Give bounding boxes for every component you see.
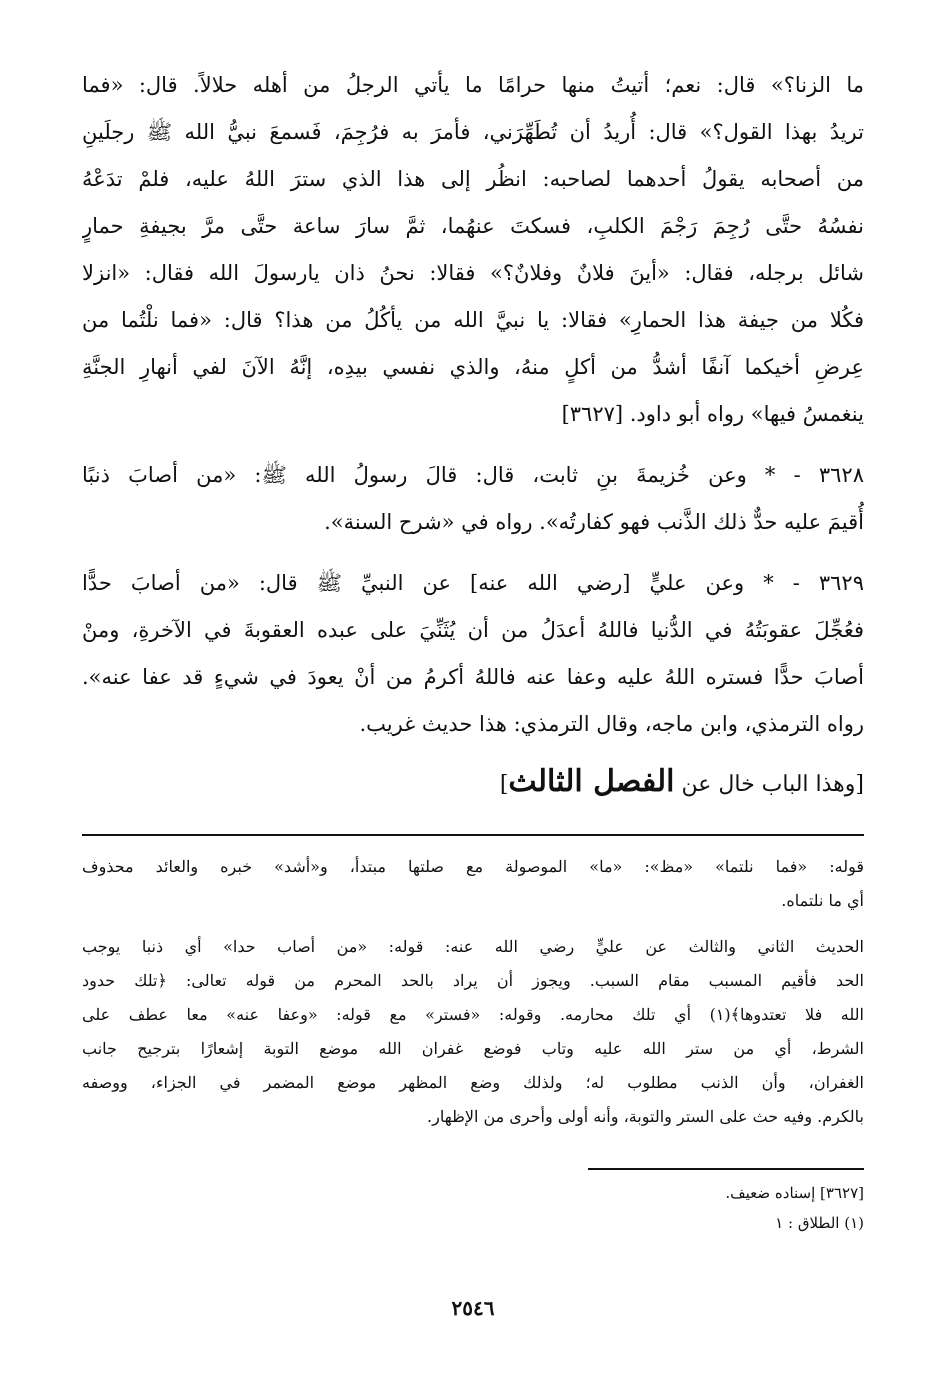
commentary-line: الحد فأقيم المسبب مقام السبب. ويجوز أن يراد بالحد المحرم من قوله تعالى: ﴿تلك حدود	[82, 971, 864, 990]
paragraph-gap	[82, 438, 864, 452]
footnote-item: (١) الطلاق : ١	[775, 1214, 864, 1232]
section-heading	[82, 756, 864, 808]
text-line: ما الزنا؟» قال: نعم؛ أتيتُ منها حرامًا ما يأتي الرجلُ من أهله حلالاً. قال: «فما	[82, 73, 864, 97]
commentary-line: بالكرم. وفيه حث على الستر والتوبة، وأنه أولى وأحرى من الإظهار.	[427, 1107, 864, 1126]
commentary-line: الشرط، أي من ستر الله عليه وتاب فوضع غفران الله موضع التوبة إشعارًا بترجيح جانب	[82, 1039, 864, 1058]
text-line: فعُجِّلَ عقوبَتُهُ في الدُّنيا فاللهُ أعدَلُ من أن يُثَنِّيَ على عبده العقوبةَ في الآخرةِ، ومنْ	[82, 618, 864, 642]
commentary-line: أي ما نلتماه.	[781, 891, 864, 910]
text-line: شائل برجله، فقال: «أينَ فلانٌ وفلانٌ؟» فقالا: نحنُ ذان يارسولَ الله فقال: «انزلا	[82, 261, 864, 285]
footnote-item: [٣٦٢٧] إسناده ضعيف.	[725, 1184, 864, 1202]
paragraph-gap	[82, 546, 864, 560]
hadith-paragraph-3628	[82, 452, 864, 546]
text-line: أُقيمَ عليه حدٌّ ذلك الذَّنب فهو كفارتُه». رواه في «شرح السنة».	[324, 510, 864, 534]
page-number: ٢٥٤٦	[451, 1296, 495, 1320]
text-line: ينغمسُ فيها» رواه أبو داود. [٣٦٢٧]	[561, 402, 864, 426]
text-line: نفسُهُ حتَّى رُجِمَ رَجْمَ الكلبِ، فسكتَ عنهُما، ثمَّ سارَ ساعة حتَّى مرَّ بجيفةِ حمارٍ	[82, 214, 864, 238]
commentary-line: الحديث الثاني والثالث عن عليٍّ رضي الله عنه: قوله: «من أصاب حدا» أي ذنبا يوجب	[82, 937, 864, 956]
section-heading-emphasis: الفصل الثالث	[508, 764, 675, 799]
page	[82, 62, 864, 1362]
text-line: أصابَ حدًّا فستره اللهُ عليه وعفا عنه فاللهُ أكرمُ من أنْ يعودَ في شيءٍ قد عفا عنه».	[82, 665, 864, 689]
text-line: ٣٦٢٩ - * وعن عليٍّ [رضي الله عنه] عن النبيِّ ﷺ قال: «من أصابَ حدًّا	[82, 571, 864, 595]
commentary-divider	[82, 834, 864, 836]
text-line: فكُلا من جيفة هذا الحمارِ» فقالا: يا نبيَّ الله من يأكُلُ من هذا؟ قال: «فما نلْتُما من	[82, 308, 864, 332]
commentary-line: الغفران، وأن الذنب مطلوب له؛ ولذلك وضع المظهر موضع المضمر في الجزاء، ووصفه	[82, 1073, 864, 1092]
text-line: ٣٦٢٨ - * وعن خُزيمةَ بنِ ثابت، قال: قالَ رسولُ الله ﷺ: «من أصابَ ذنبًا	[82, 463, 864, 487]
text-line: رواه الترمذي، وابن ماجه، وقال الترمذي: هذا حديث غريب.	[359, 712, 864, 736]
main-text	[82, 62, 864, 748]
commentary-paragraph-1	[82, 850, 864, 918]
hadith-paragraph-1	[82, 62, 864, 438]
footnotes	[82, 1178, 864, 1238]
footnote-rule	[588, 1168, 864, 1170]
commentary-paragraph-2	[82, 930, 864, 1134]
commentary-line: قوله: «فما نلتما» «مظ»: «ما» الموصولة مع صلتها مبتدأ، و«أشد» خبره والعائد محذوف	[82, 857, 864, 876]
section-heading-open: [وهذا الباب خال عن	[674, 772, 864, 797]
paragraph-gap	[82, 918, 864, 930]
hadith-paragraph-3629	[82, 560, 864, 748]
text-line: من أصحابه يقولُ أحدهما لصاحبه: انظُر إلى هذا الذي سترَ اللهُ عليه، فلمْ تدَعْهُ	[82, 167, 864, 191]
commentary-line: الله فلا تعتدوها﴾(١) أي تلك محارمه. وقوله: «فستر» مع قوله: «وعفا عنه» معا عطف على	[82, 1005, 864, 1024]
section-heading-close: ]	[499, 772, 509, 797]
commentary	[82, 850, 864, 1134]
text-line: تريدُ بهذا القول؟» قال: أُريدُ أن تُطَهِّرَني، فأمرَ به فرُجِمَ، فَسمعَ نبيُّ الله ﷺ رجلَينِ	[82, 120, 864, 144]
text-line: عِرضِ أخيكما آنفًا أشدُّ من أكلٍ منهُ، والذي نفسي بيدِه، إنَّهُ الآنَ لفي أنهارِ الجنَّةِ	[82, 355, 864, 379]
